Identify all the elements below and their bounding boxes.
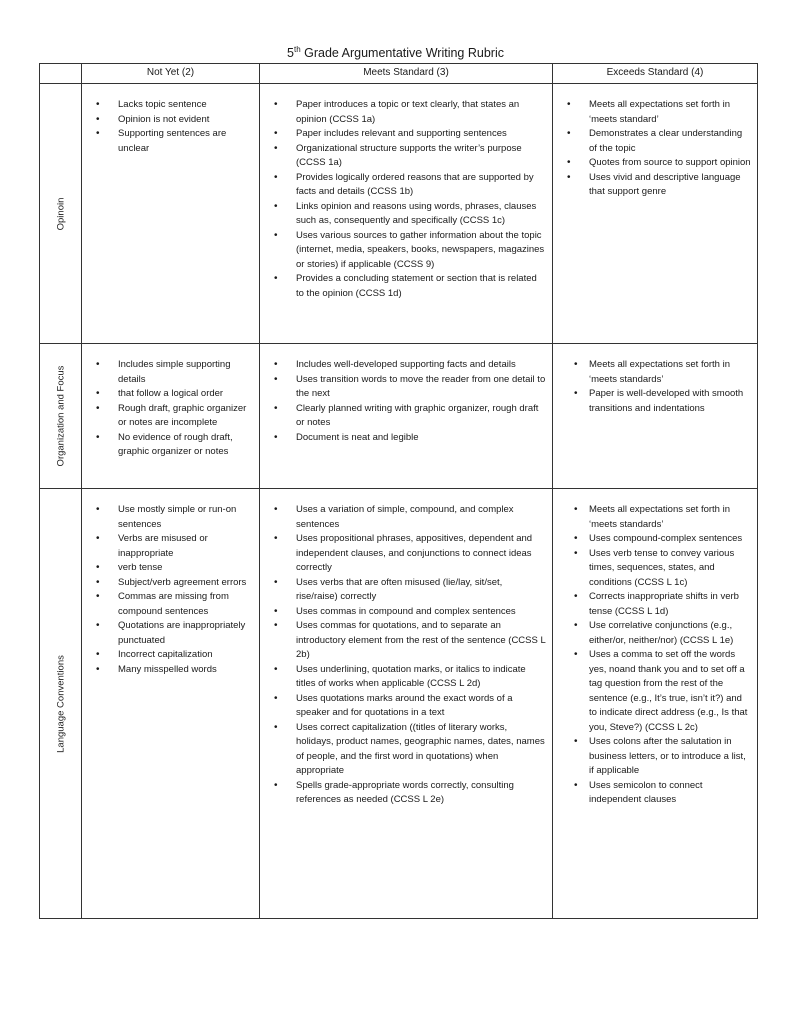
list-item: • Use mostly simple or run-on sentences	[82, 503, 253, 532]
list-item: • that follow a logical order	[82, 387, 253, 402]
list-item: • Uses various sources to gather information about the topic (internet, media, speakers, books, newspapers, magazines or stories) if applicable (CCSS 9)	[260, 229, 546, 273]
list-item: • Verbs are misused or inappropriate	[82, 532, 253, 561]
row-label: Opinoin	[55, 197, 66, 230]
criteria-list	[82, 84, 259, 158]
criteria-list	[82, 489, 259, 679]
list-item: • Meets all expectations set forth in ‘meets standards’	[553, 503, 751, 532]
list-item: • Rough draft, graphic organizer or notes are incomplete	[82, 402, 253, 431]
row-label-cell	[40, 489, 82, 919]
criteria-list	[260, 489, 552, 810]
list-item: • Includes simple supporting details	[82, 358, 253, 387]
list-item: • Supporting sentences are unclear	[82, 127, 253, 156]
list-item: • Uses compound-complex sentences	[553, 532, 751, 547]
list-item: • Use correlative conjunctions (e.g., either/or, neither/nor) (CCSS L 1e)	[553, 619, 751, 648]
row-label-cell	[40, 344, 82, 489]
row-language-conventions	[40, 489, 758, 919]
list-item: • Opinion is not evident	[82, 113, 253, 128]
header-row	[40, 64, 758, 84]
list-item: • Uses underlining, quotation marks, or italics to indicate titles of works when applicable (CCSS L 2d)	[260, 663, 546, 692]
row-label: Organization and Focus	[55, 365, 66, 467]
list-item: • Commas are missing from compound sentences	[82, 590, 253, 619]
list-item: • Corrects inappropriate shifts in verb tense (CCSS L 1d)	[553, 590, 751, 619]
row-label: Language Conventions	[55, 654, 66, 753]
cell-not-yet	[82, 344, 260, 489]
list-item: • Quotations are inappropriately punctuated	[82, 619, 253, 648]
list-item: • Provides logically ordered reasons that are supported by facts and details (CCSS 1b)	[260, 171, 546, 200]
list-item: • Uses a variation of simple, compound, and complex sentences	[260, 503, 546, 532]
list-item: • Uses colons after the salutation in business letters, or to introduce a list, if applicable	[553, 735, 751, 779]
list-item: • Uses verb tense to convey various times, sequences, states, and conditions (CCSS L 1c)	[553, 547, 751, 591]
list-item: • Uses transition words to move the reader from one detail to the next	[260, 373, 546, 402]
cell-exceeds	[553, 84, 758, 344]
list-item: • Uses vivid and descriptive language that support genre	[553, 171, 751, 200]
list-item: • Document is neat and legible	[260, 431, 546, 446]
list-item: • Paper is well-developed with smooth transitions and indentations	[553, 387, 751, 416]
list-item: • Quotes from source to support opinion	[553, 156, 751, 171]
row-opinion	[40, 84, 758, 344]
corner-cell	[40, 64, 82, 84]
list-item: • Uses propositional phrases, appositives, dependent and independent clauses, and conjunctions to connect ideas correctly	[260, 532, 546, 576]
list-item: • verb tense	[82, 561, 253, 576]
criteria-list	[553, 344, 757, 418]
cell-meets	[260, 344, 553, 489]
page-title: 5th Grade Argumentative Writing Rubric	[287, 44, 504, 60]
column-header-not-yet: Not Yet (2)	[82, 64, 260, 84]
list-item: • Uses quotations marks around the exact words of a speaker and for quotations in a text	[260, 692, 546, 721]
list-item: • Uses commas for quotations, and to separate an introductory element from the rest of the sentence (CCSS L 2b)	[260, 619, 546, 663]
criteria-list	[553, 84, 757, 202]
cell-not-yet	[82, 84, 260, 344]
list-item: • Paper includes relevant and supporting sentences	[260, 127, 546, 142]
row-organization	[40, 344, 758, 489]
list-item: • Organizational structure supports the writer’s purpose (CCSS 1a)	[260, 142, 546, 171]
list-item: • Links opinion and reasons using words, phrases, clauses such as, consequently and specifically (CCSS 1c)	[260, 200, 546, 229]
list-item: • Paper introduces a topic or text clearly, that states an opinion (CCSS 1a)	[260, 98, 546, 127]
list-item: • Many misspelled words	[82, 663, 253, 678]
criteria-list	[260, 84, 552, 303]
cell-not-yet	[82, 489, 260, 919]
list-item: • Subject/verb agreement errors	[82, 576, 253, 591]
criteria-list	[553, 489, 757, 810]
criteria-list	[82, 344, 259, 462]
rubric-table	[39, 63, 758, 919]
column-header-meets: Meets Standard (3)	[260, 64, 553, 84]
list-item: • Provides a concluding statement or section that is related to the opinion (CCSS 1d)	[260, 272, 546, 301]
column-header-exceeds: Exceeds Standard (4)	[553, 64, 758, 84]
list-item: • Meets all expectations set forth in ‘meets standards’	[553, 358, 751, 387]
list-item: • Spells grade-appropriate words correctly, consulting references as needed (CCSS L 2e)	[260, 779, 546, 808]
list-item: • Meets all expectations set forth in ‘meets standard’	[553, 98, 751, 127]
list-item: • Uses a comma to set off the words yes, noand thank you and to set off a tag question from the rest of the sentence (e.g., It’s true, isn’t it?) and to indicate direct address (e.g., Is that you, Steve?) (CCSS L 2c)	[553, 648, 751, 735]
cell-exceeds	[553, 344, 758, 489]
cell-meets	[260, 84, 553, 344]
list-item: • Includes well-developed supporting facts and details	[260, 358, 546, 373]
cell-exceeds	[553, 489, 758, 919]
list-item: • Incorrect capitalization	[82, 648, 253, 663]
criteria-list	[260, 344, 552, 447]
row-label-cell	[40, 84, 82, 344]
list-item: • Clearly planned writing with graphic organizer, rough draft or notes	[260, 402, 546, 431]
list-item: • Uses verbs that are often misused (lie/lay, sit/set, rise/raise) correctly	[260, 576, 546, 605]
list-item: • Uses commas in compound and complex sentences	[260, 605, 546, 620]
list-item: • Uses correct capitalization ((titles of literary works, holidays, product names, geographic names, dates, names of people, and the first word in quotations) when appropriate	[260, 721, 546, 779]
list-item: • Demonstrates a clear understanding of the topic	[553, 127, 751, 156]
cell-meets	[260, 489, 553, 919]
list-item: • No evidence of rough draft, graphic organizer or notes	[82, 431, 253, 460]
list-item: • Uses semicolon to connect independent clauses	[553, 779, 751, 808]
list-item: • Lacks topic sentence	[82, 98, 253, 113]
